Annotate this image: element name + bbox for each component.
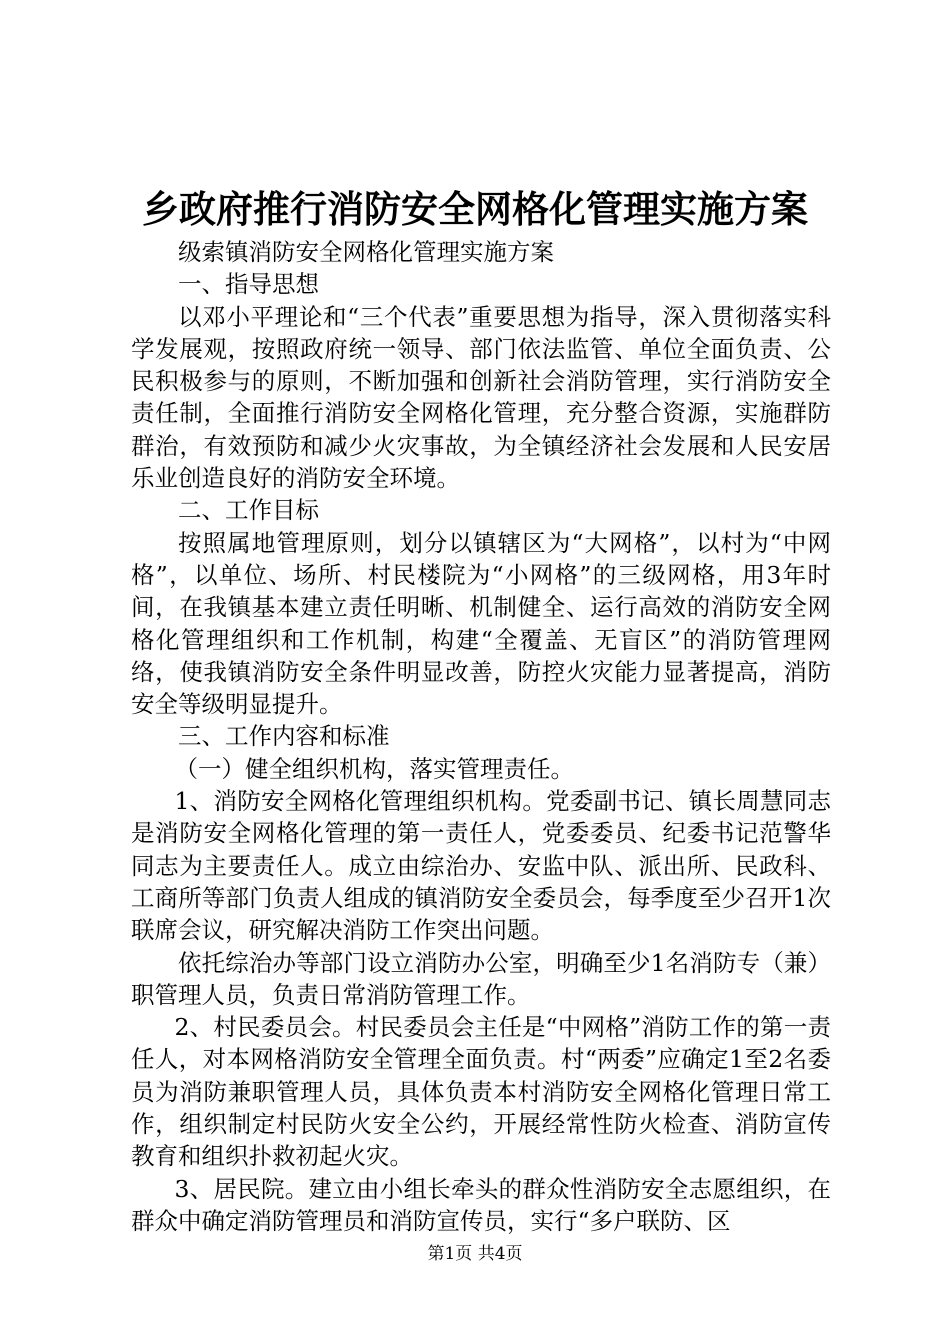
- body-paragraph: 3、居民院。建立由小组长牵头的群众性消防安全志愿组织，在群众中确定消防管理员和消防宣传员，实行“多户联防、区: [131, 1174, 831, 1235]
- body-paragraph: 按照属地管理原则，划分以镇辖区为“大网格”，以村为“中网格”，以单位、场所、村民楼院为“小网格”的三级网格，用3年时间，在我镇基本建立责任明晰、机制健全、运行高效的消防安全网格化管理组织和工作机制，构建“全覆盖、无盲区”的消防管理网络，使我镇消防安全条件明显改善，防控火灾能力显著提高，消防安全等级明显提升。: [131, 528, 831, 719]
- section-heading-work-goals: 二、工作目标: [178, 496, 319, 525]
- section-heading-work-content: 三、工作内容和标准: [178, 722, 390, 751]
- body-paragraph: 依托综治办等部门设立消防办公室，明确至少1名消防专（兼）职管理人员，负责日常消防管理工作。: [131, 948, 831, 1009]
- page-number-footer: 第1页 共4页: [427, 1244, 523, 1264]
- subtitle-paragraph: 级索镇消防安全网格化管理实施方案: [178, 238, 554, 266]
- subsection-heading: （一）健全组织机构，落实管理责任。: [174, 754, 574, 783]
- document-body: [131, 236, 831, 1237]
- document-title: 乡政府推行消防安全网格化管理实施方案: [142, 188, 808, 231]
- body-paragraph: 2、村民委员会。村民委员会主任是“中网格”消防工作的第一责任人，对本网格消防安全管理全面负责。村“两委”应确定1至2名委员为消防兼职管理人员，具体负责本村消防安全网格化管理日常工作，组织制定村民防火安全公约，开展经常性防火检查、消防宣传教育和组织扑救初起火灾。: [131, 1013, 831, 1171]
- body-paragraph: 以邓小平理论和“三个代表”重要思想为指导，深入贯彻落实科学发展观，按照政府统一领导、部门依法监管、单位全面负责、公民积极参与的原则，不断加强和创新社会消防管理，实行消防安全责任制，全面推行消防安全网格化管理，充分整合资源，实施群防群治，有效预防和减少火灾事故，为全镇经济社会发展和人民安居乐业创造良好的消防安全环境。: [131, 302, 831, 493]
- body-paragraph: 1、消防安全网格化管理组织机构。党委副书记、镇长周慧同志是消防安全网格化管理的第一责任人，党委委员、纪委书记范警华同志为主要责任人。成立由综治办、安监中队、派出所、民政科、工商所等部门负责人组成的镇消防安全委员会，每季度至少召开1次联席会议，研究解决消防工作突出问题。: [131, 787, 831, 945]
- section-heading-guiding-ideology: 一、指导思想: [178, 270, 319, 299]
